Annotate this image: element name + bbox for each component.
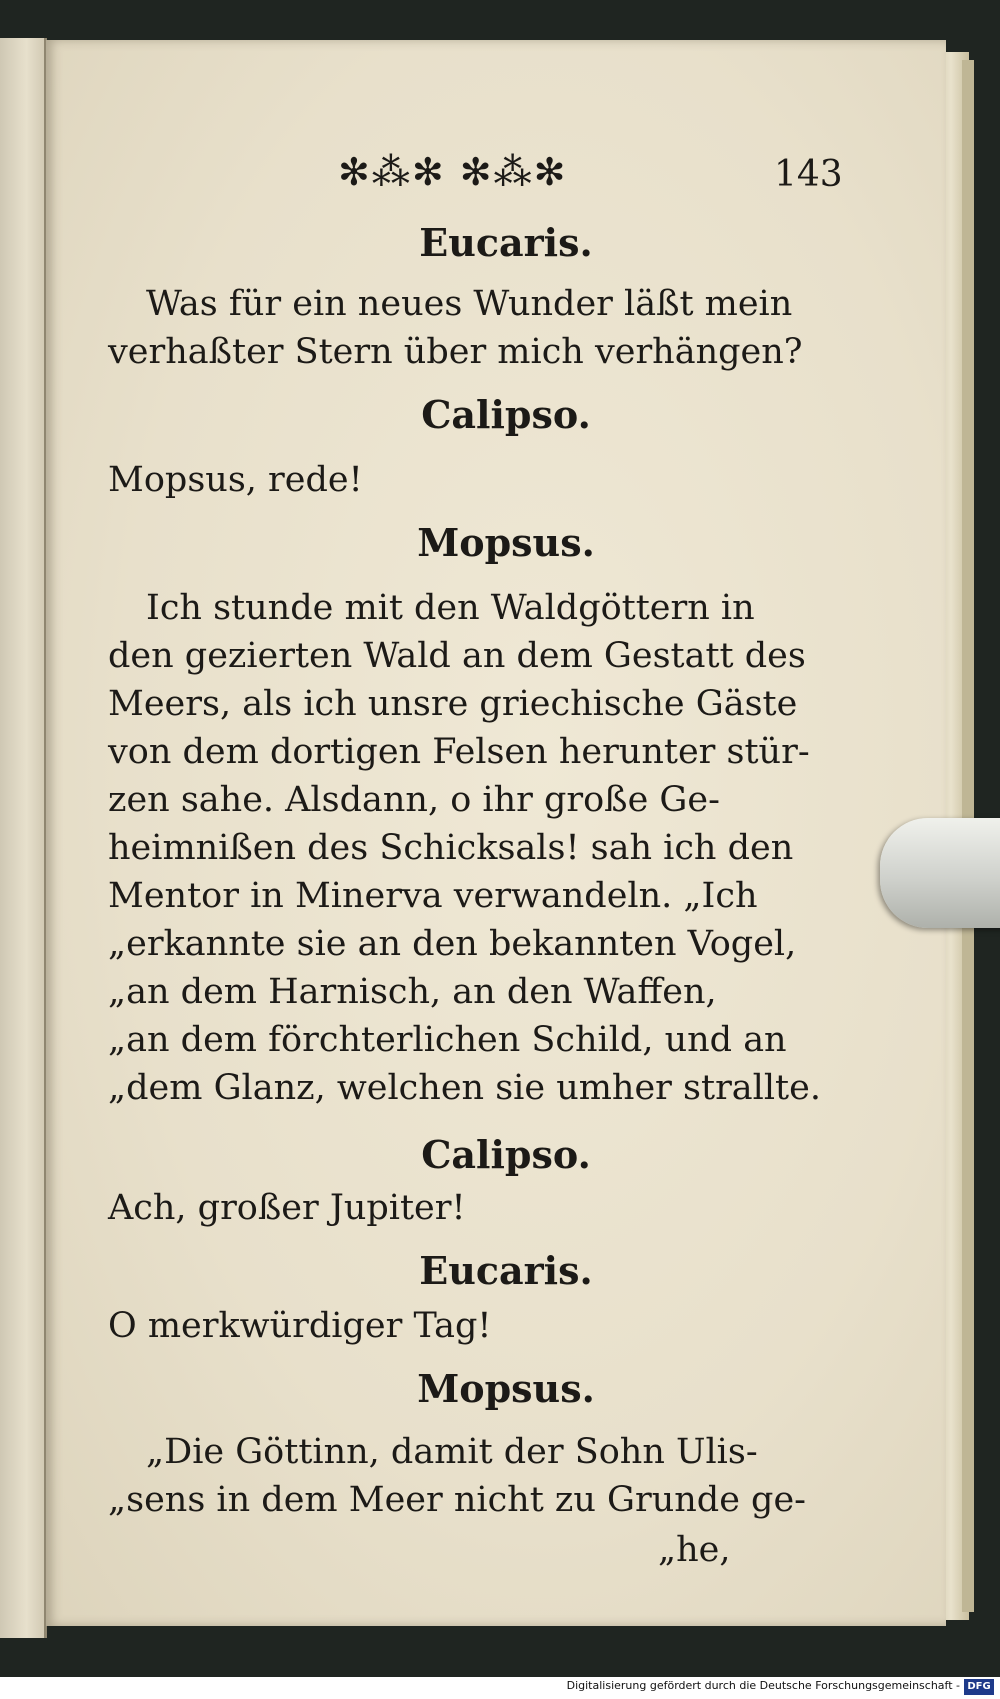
text-line: verhaßter Stern über mich verhängen? [108, 332, 803, 372]
text-line: „dem Glanz, welchen sie umher strallte. [108, 1068, 821, 1108]
text-line: „erkannte sie an den bekannten Vogel, [108, 924, 797, 964]
speaker-heading-calipso: Calipso. [421, 392, 591, 437]
book-page [46, 40, 946, 1626]
text-line: Mentor in Minerva verwandeln. „Ich [108, 876, 758, 916]
text-line: zen sahe. Alsdann, o ihr große Ge- [108, 780, 720, 820]
dfg-logo: DFG [964, 1679, 994, 1695]
text-line: „Die Göttinn, damit der Sohn Ulis- [146, 1432, 758, 1472]
text-line: „sens in dem Meer nicht zu Grunde ge- [108, 1480, 806, 1520]
speaker-heading-mopsus: Mopsus. [417, 520, 595, 565]
facing-page-edge [0, 38, 47, 1638]
catchword: „he, [658, 1530, 731, 1570]
speaker-heading-eucaris: Eucaris. [419, 220, 593, 265]
text-line: Meers, als ich unsre griechische Gäste [108, 684, 798, 724]
page-tab-marker [880, 818, 1000, 928]
text-line: Ich stunde mit den Waldgöttern in [146, 588, 755, 628]
speaker-heading-eucaris: Eucaris. [419, 1248, 593, 1293]
text-line: O merkwürdiger Tag! [108, 1306, 492, 1346]
speaker-heading-mopsus: Mopsus. [417, 1366, 595, 1411]
header-ornament: ✻⁂✻ ✻⁂✻ [338, 150, 568, 194]
footer-credit: Digitalisierung gefördert durch die Deutsche Forschungsgemeinschaft - [566, 1679, 960, 1692]
speaker-heading-calipso: Calipso. [421, 1132, 591, 1177]
text-line: Mopsus, rede! [108, 460, 363, 500]
text-line: den gezierten Wald an dem Gestatt des [108, 636, 806, 676]
text-line: „an dem förchterlichen Schild, und an [108, 1020, 787, 1060]
text-line: „an dem Harnisch, an den Waffen, [108, 972, 717, 1012]
text-line: heimnißen des Schicksals! sah ich den [108, 828, 794, 868]
text-line: von dem dortigen Felsen herunter stür- [108, 732, 810, 772]
page-number: 143 [774, 154, 843, 195]
text-line: Ach, großer Jupiter! [108, 1188, 466, 1228]
text-line: Was für ein neues Wunder läßt mein [146, 284, 793, 324]
